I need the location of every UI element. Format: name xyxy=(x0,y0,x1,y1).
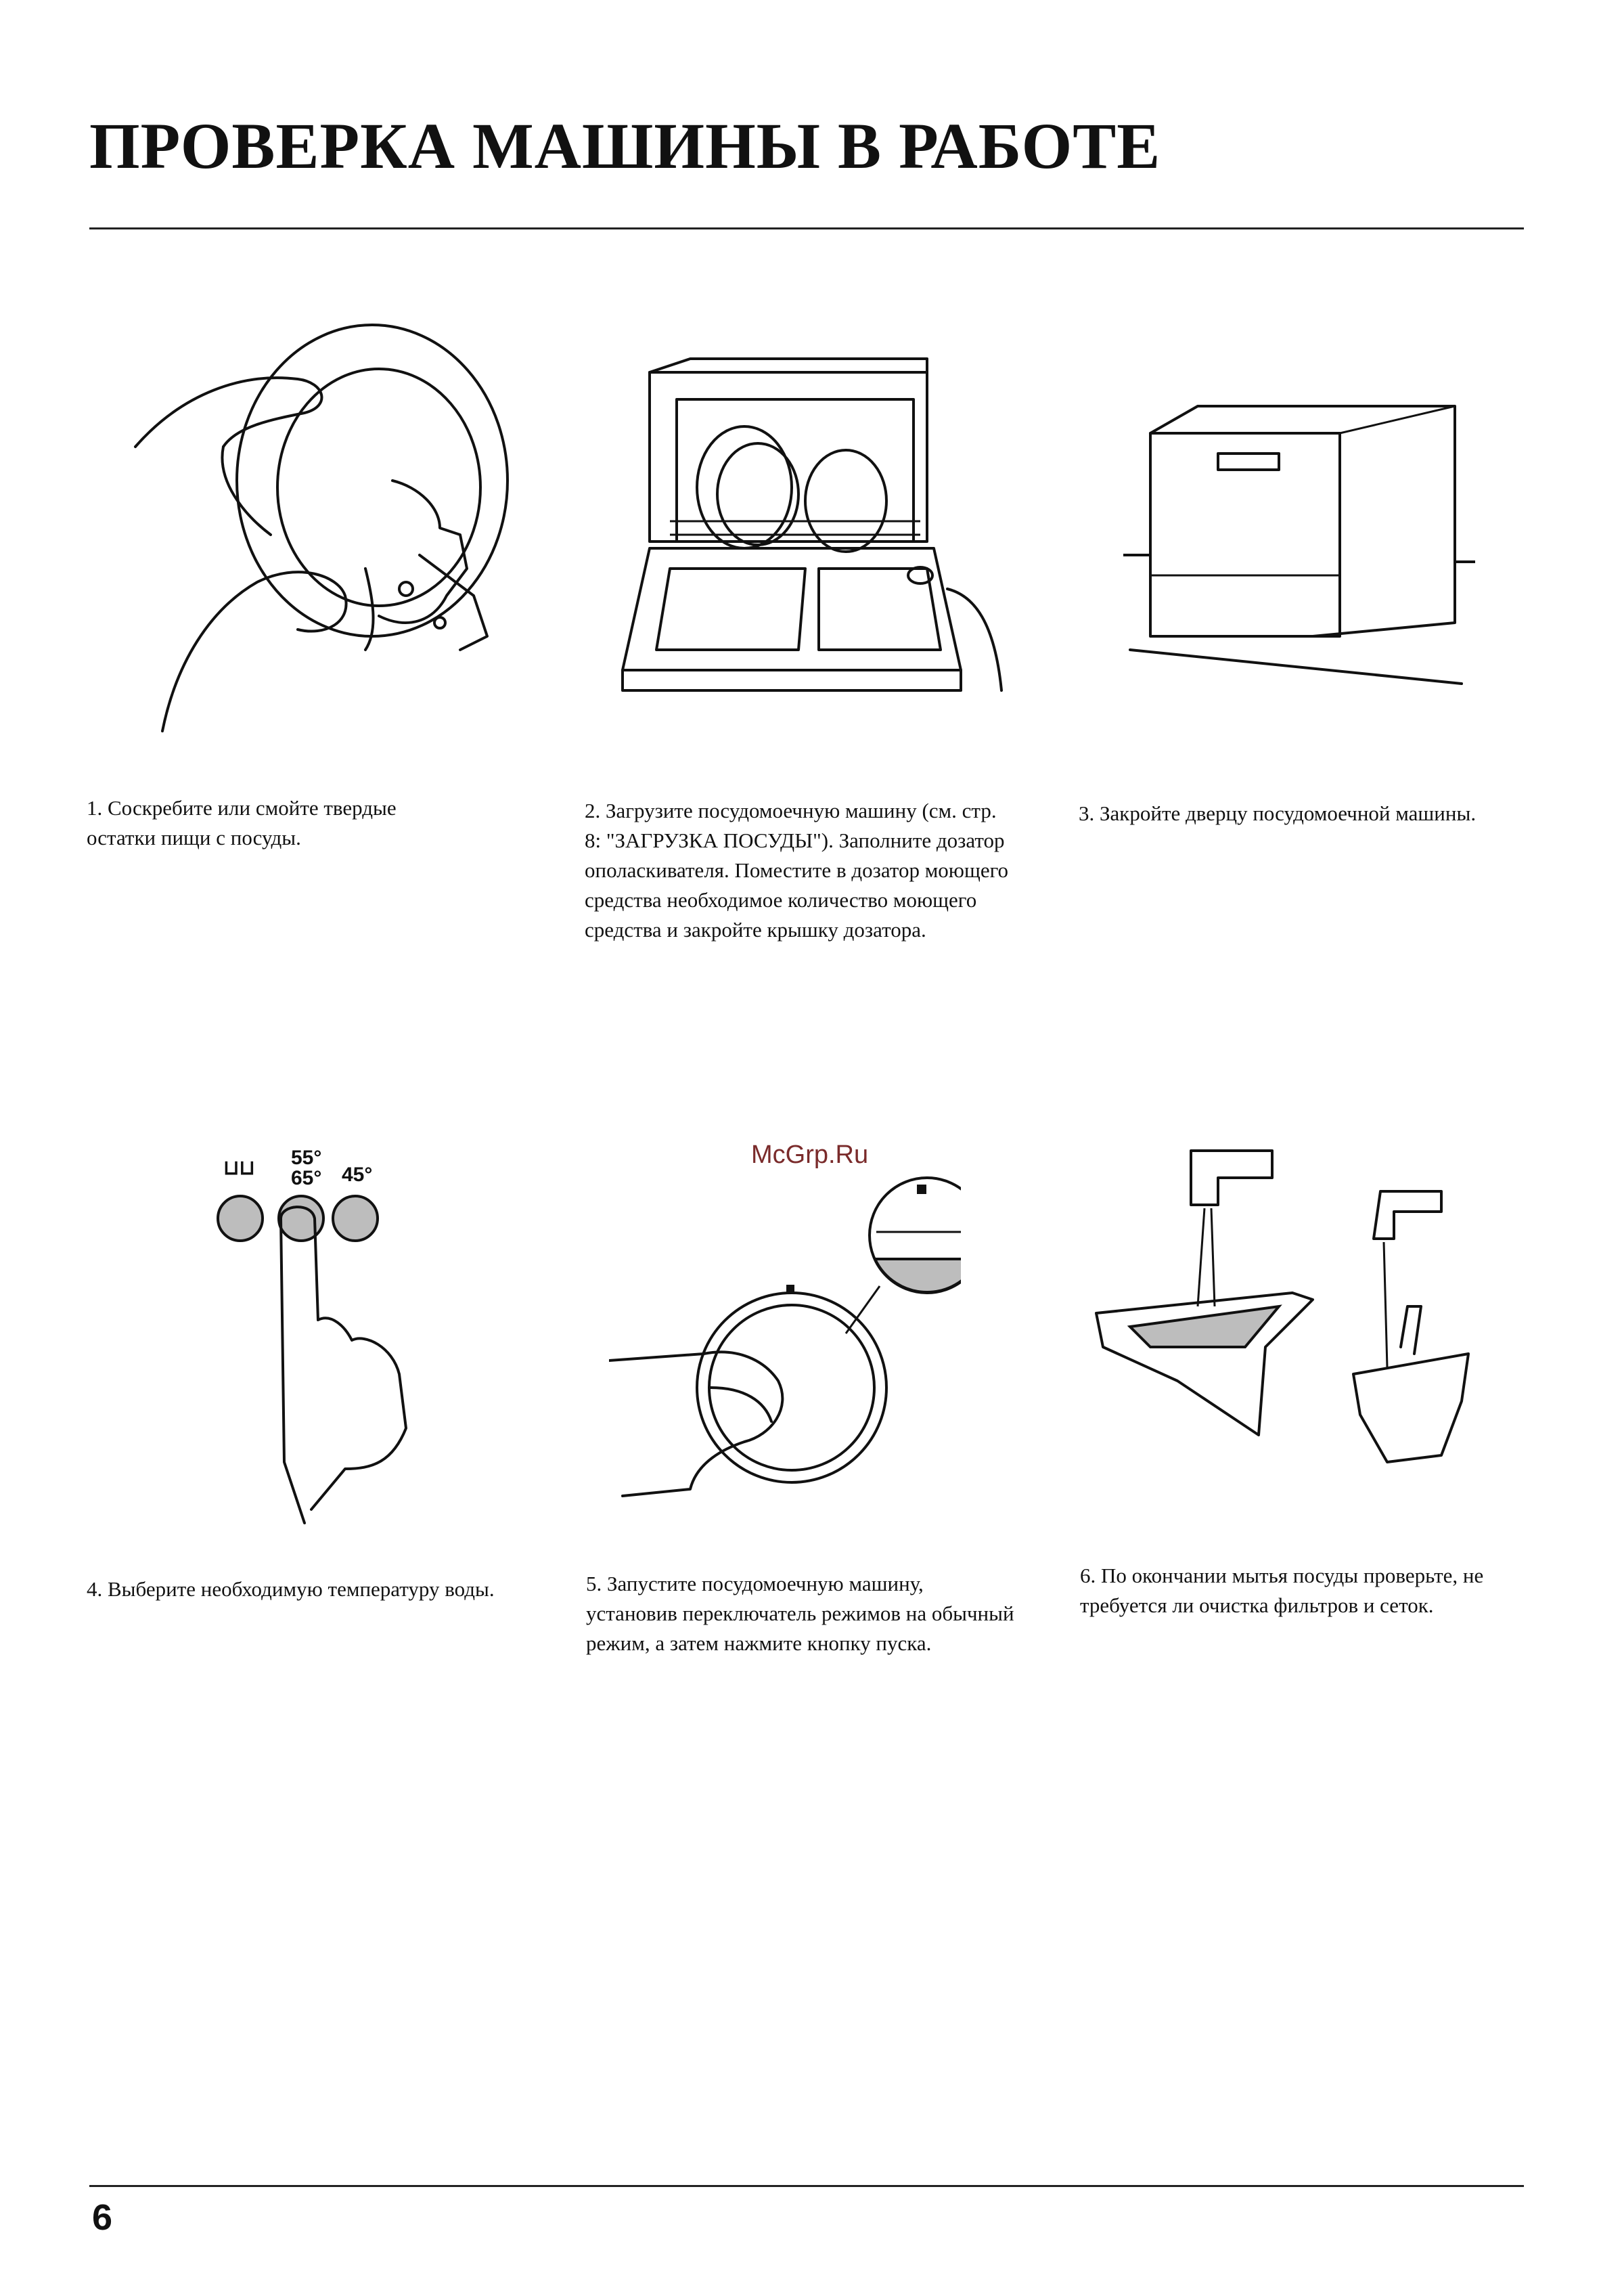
wash-icon-1: ⊔⊔ xyxy=(223,1157,255,1179)
step-3-caption: 3. Закройте дверцу посудомоечной машины. xyxy=(1079,801,1477,825)
illustration-temperature-buttons xyxy=(210,1144,426,1530)
step-6-caption: 6. По окончании мытья посуды проверьте, не требуется ли очистка фильтров и сеток. xyxy=(1080,1564,1484,1617)
page-title: ПРОВЕРКА МАШИНЫ В РАБОТЕ xyxy=(89,110,1161,182)
step-1-caption: 1. Соскребите или смойте твердые остатки пищи с посуды. xyxy=(87,796,397,849)
illustration-clean-filters xyxy=(1089,1144,1495,1482)
temp-label-65: 65° xyxy=(291,1167,322,1189)
page-number: 6 xyxy=(92,2197,113,2238)
step-5-caption: 5. Запустите посудомоечную машину, установив переключатель режимов на обычный режим, а затем нажмите кнопку пуска. xyxy=(586,1572,1014,1655)
illustration-loaded-dishwasher xyxy=(595,352,1015,704)
temp-label-55: 55° xyxy=(291,1147,322,1169)
illustration-closed-dishwasher xyxy=(1123,393,1475,690)
footer-divider xyxy=(89,2185,1524,2187)
step-4-caption: 4. Выберите необходимую температуру воды. xyxy=(87,1577,495,1601)
step-2-caption: 2. Загрузите посудомоечную машину (см. стр. 8: "ЗАГРУЗКА ПОСУДЫ"). Заполните дозатор ополаскивателя. Поместите в дозатор моющего средства необходимое количество моющего средства и закройте крышку дозатора. xyxy=(585,799,1009,942)
illustration-program-knob xyxy=(609,1164,961,1516)
temp-label-45: 45° xyxy=(342,1164,373,1186)
title-divider xyxy=(89,227,1524,229)
illustration-scrape-dishes xyxy=(122,311,514,745)
watermark: McGrp.Ru xyxy=(751,1141,869,1169)
